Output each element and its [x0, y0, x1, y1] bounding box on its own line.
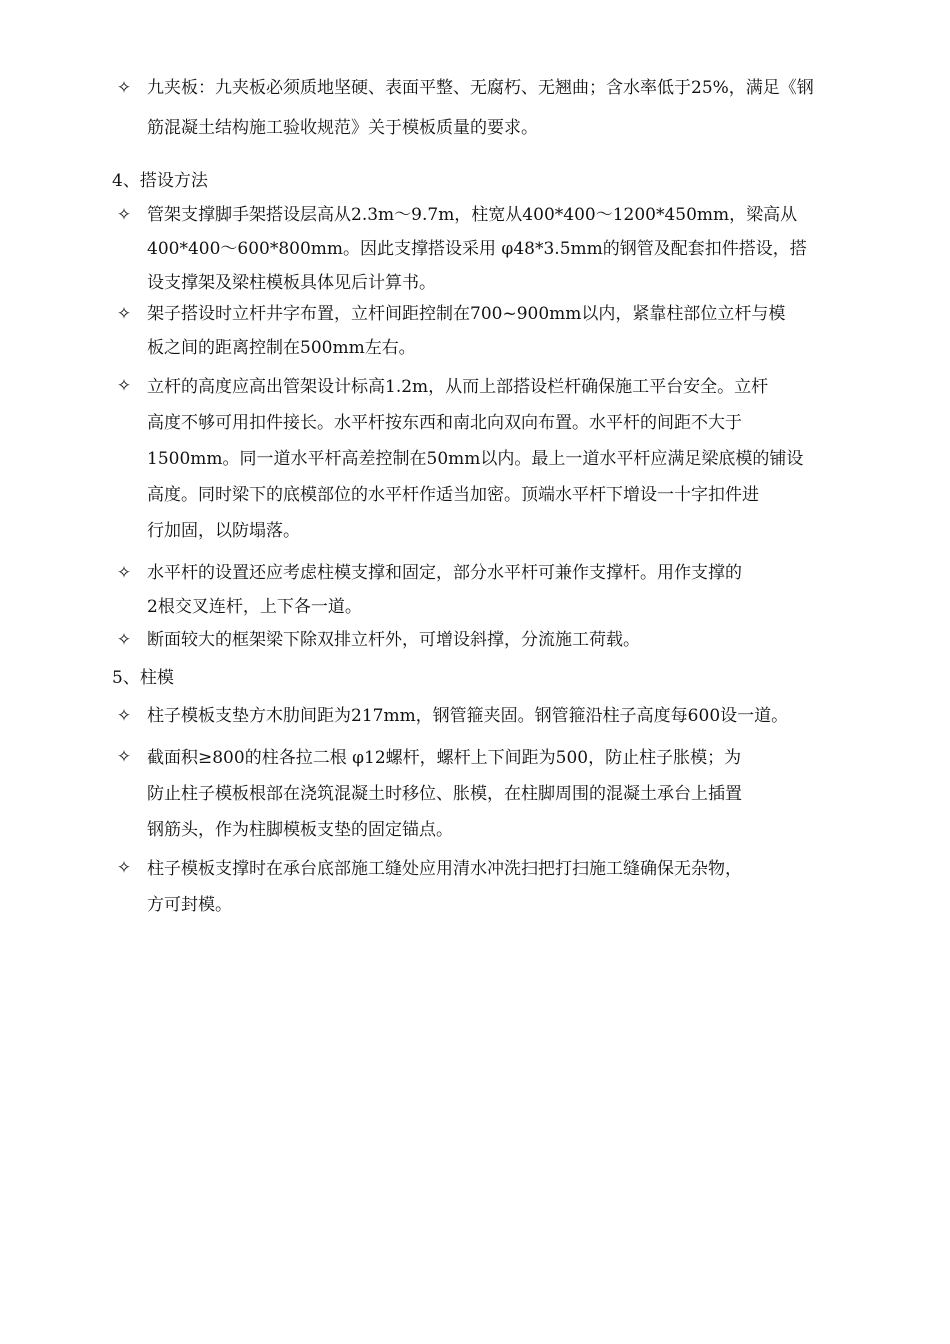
diamond-bullet-icon: ✧ [116, 747, 132, 767]
item-line: 截面积≥800的柱各拉二根 φ12螺杆，螺杆上下间距为500，防止柱子胀模；为 [147, 748, 742, 768]
item-line: 钢筋头，作为柱脚模板支垫的固定锚点。 [147, 820, 453, 840]
item-line: 断面较大的框架梁下除双排立杆外，可增设斜撑，分流施工荷载。 [147, 630, 640, 650]
item-line: 高度不够可用扣件接长。水平杆按东西和南北向双向布置。水平杆的间距不大于 [147, 413, 742, 433]
diamond-bullet-icon: ✧ [116, 78, 132, 98]
item-line: 行加固，以防塌落。 [147, 521, 300, 541]
diamond-bullet-icon: ✧ [116, 376, 132, 396]
item-line: 板之间的距离控制在500mm左右。 [147, 338, 416, 358]
item-line: 设支撑架及梁柱模板具体见后计算书。 [147, 273, 436, 293]
diamond-bullet-icon: ✧ [116, 304, 132, 324]
bullet-item-tie-bolts [112, 740, 852, 848]
item-line: 架子搭设时立杆井字布置，立杆间距控制在700~900mm以内，紧靠柱部位立杆与模 [147, 304, 786, 324]
bullet-item-diagonal-brace [112, 623, 852, 657]
item-line: 管架支撑脚手架搭设层高从2.3m～9.7m，柱宽从400*400～1200*450mm，梁高从 [147, 205, 798, 225]
item-line: 柱子模板支撑时在承台底部施工缝处应用清水冲洗扫把打扫施工缝确保无杂物， [147, 859, 742, 879]
bullet-item-scaffold-height [112, 198, 852, 300]
item-line: 1500mm。同一道水平杆高差控制在50mm以内。最上一道水平杆应满足梁底模的铺设 [147, 449, 804, 469]
item-line: 方可封模。 [147, 895, 232, 915]
diamond-bullet-icon: ✧ [116, 858, 132, 878]
item-line: 高度。同时梁下的底模部位的水平杆作适当加密。顶端水平杆下增设一十字扣件进 [147, 485, 759, 505]
bullet-item-horizontal-bars [112, 556, 852, 624]
diamond-bullet-icon: ✧ [116, 630, 132, 650]
diamond-bullet-icon: ✧ [116, 205, 132, 225]
item-line: 2根交叉连杆，上下各一道。 [147, 597, 362, 617]
bullet-item-column-battens [112, 699, 852, 733]
item-line: 立杆的高度应高出管架设计标高1.2m，从而上部搭设栏杆确保施工平台安全。立杆 [147, 377, 769, 397]
item-line: 400*400～600*800mm。因此支撑搭设采用 φ48*3.5mm的钢管及配套扣件搭设，搭 [147, 239, 807, 259]
bullet-item-pole-height [112, 369, 852, 549]
item-line: 水平杆的设置还应考虑柱模支撑和固定，部分水平杆可兼作支撑杆。用作支撑的 [147, 563, 742, 583]
diamond-bullet-icon: ✧ [116, 563, 132, 583]
item-line: 柱子模板支垫方木肋间距为217mm，钢管箍夹固。钢管箍沿柱子高度每600设一道。 [147, 706, 789, 726]
item-line: 防止柱子模板根部在浇筑混凝土时移位、胀模，在柱脚周围的混凝土承台上插置 [147, 784, 742, 804]
bullet-item-plywood [112, 71, 852, 145]
item-line: 九夹板：九夹板必须质地坚硬、表面平整、无腐朽、无翘曲；含水率低于25%，满足《钢 [147, 78, 814, 98]
bullet-item-clean-joint [112, 851, 852, 923]
section-heading-column-formwork: 5、柱模 [112, 668, 174, 688]
section-heading-erection-method: 4、搭设方法 [112, 171, 208, 191]
diamond-bullet-icon: ✧ [116, 706, 132, 726]
item-line: 筋混凝土结构施工验收规范》关于模板质量的要求。 [147, 118, 538, 138]
bullet-item-pole-layout [112, 297, 852, 365]
